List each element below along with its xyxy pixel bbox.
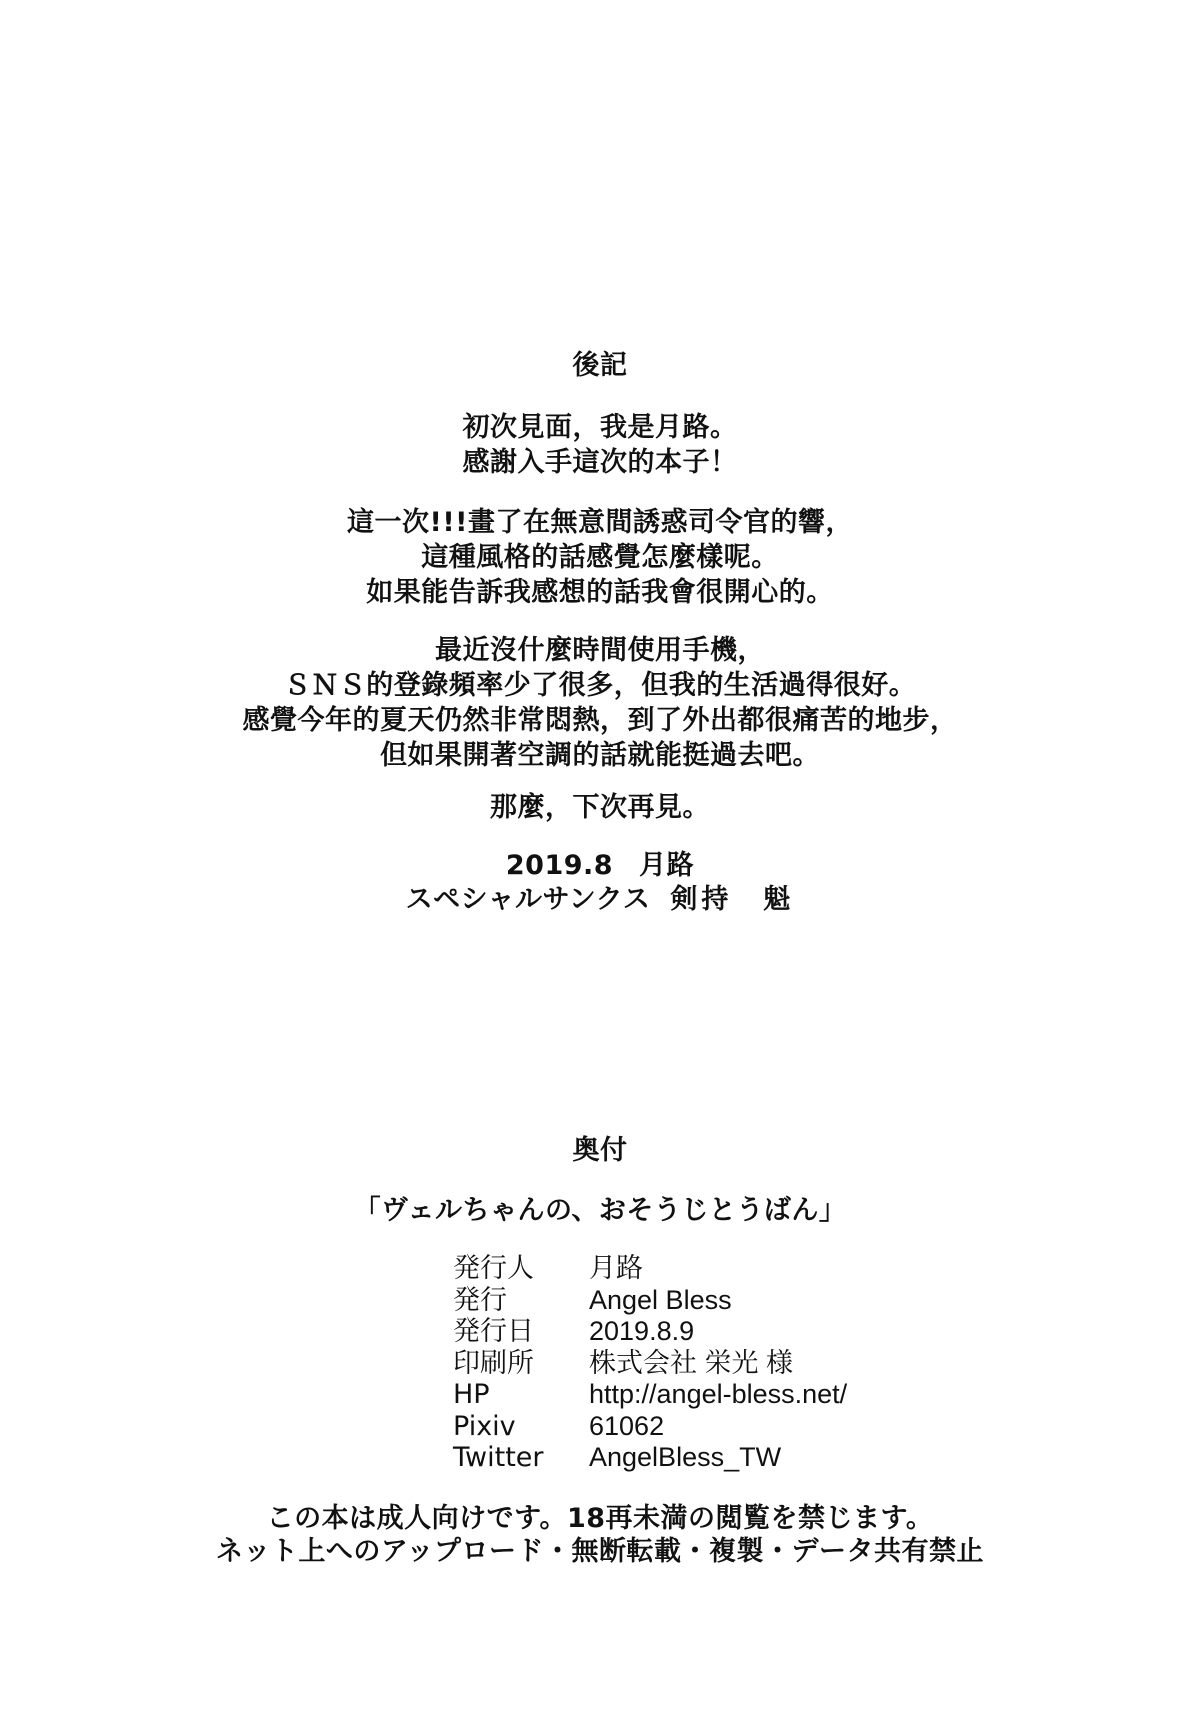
colophon-row xyxy=(453,1316,847,1348)
colophon-label: HP xyxy=(453,1379,490,1410)
afterword-line: 最近沒什麼時間使用手機， xyxy=(435,635,765,666)
signature-name: 月路 xyxy=(639,850,695,881)
special-thanks xyxy=(0,882,1200,917)
colophon-value: 61062 xyxy=(589,1410,665,1441)
afterword-section-title xyxy=(0,348,1200,383)
colophon-row xyxy=(453,1442,847,1474)
afterword-line: 這一次!!!畫了在無意間誘惑司令官的響， xyxy=(347,507,853,538)
colophon-value: 2019.8.9 xyxy=(589,1316,695,1346)
notice-line: ネット上へのアップロード・無断転載・複製・データ共有禁止 xyxy=(215,1536,985,1567)
afterword-line: 初次見面，我是月路。 xyxy=(462,412,738,443)
colophon-row xyxy=(453,1285,847,1317)
afterword-line: 那麼，下次再見。 xyxy=(490,792,710,823)
special-thanks-label: スペシャルサンクス xyxy=(405,884,651,915)
afterword-paragraph-1 xyxy=(0,410,1200,480)
colophon-title: 奥付 xyxy=(572,1135,628,1166)
book-title-row xyxy=(0,1193,1200,1228)
notice-line: この本は成人向けです。18再未満の閲覧を禁じます。 xyxy=(266,1503,934,1534)
afterword-line: 這種風格的話感覺怎麼樣呢。 xyxy=(421,542,779,573)
afterword-paragraph-2 xyxy=(0,505,1200,610)
colophon-row xyxy=(453,1253,847,1285)
colophon-row xyxy=(453,1348,847,1380)
adult-notice xyxy=(0,1502,1200,1568)
colophon-value: 株式会社 栄光 様 xyxy=(589,1347,794,1378)
colophon-label: 発行 xyxy=(453,1284,507,1316)
afterword-paragraph-4 xyxy=(0,790,1200,825)
colophon-label: Pixiv xyxy=(453,1410,516,1442)
special-thanks-name: 剣持 魁 xyxy=(670,884,795,915)
colophon-value: 月路 xyxy=(589,1253,643,1283)
afterword-line: 如果能告訴我感想的話我會很開心的。 xyxy=(366,577,834,608)
colophon-value: http://angel-bless.net/ xyxy=(589,1379,848,1409)
colophon-section-title xyxy=(0,1133,1200,1168)
colophon-label: Twitter xyxy=(453,1442,544,1473)
colophon-table xyxy=(453,1253,847,1474)
colophon-label: 発行日 xyxy=(453,1316,534,1347)
afterword-title: 後記 xyxy=(572,350,628,381)
colophon-row xyxy=(453,1379,847,1411)
afterword-line: 但如果開著空調的話就能挺過去吧。 xyxy=(380,740,820,771)
colophon-label: 印刷所 xyxy=(453,1347,534,1379)
afterword-line: 感覺今年的夏天仍然非常悶熱，到了外出都很痛苦的地步， xyxy=(242,705,958,736)
colophon-row xyxy=(453,1411,847,1443)
afterword-paragraph-3 xyxy=(0,633,1200,773)
afterword-signature xyxy=(0,848,1200,883)
signature-date: 2019.8 xyxy=(505,850,614,881)
afterword-line: 感謝入手這次的本子！ xyxy=(462,447,738,478)
colophon-value: Angel Bless xyxy=(589,1284,732,1315)
colophon-label: 発行人 xyxy=(453,1253,534,1284)
colophon-value: AngelBless_TW xyxy=(589,1442,782,1472)
afterword-line: ＳＮＳ的登錄頻率少了很多，但我的生活過得很好。 xyxy=(283,670,917,701)
book-title: 「ヴェルちゃんの、おそうじとうばん」 xyxy=(353,1195,847,1226)
